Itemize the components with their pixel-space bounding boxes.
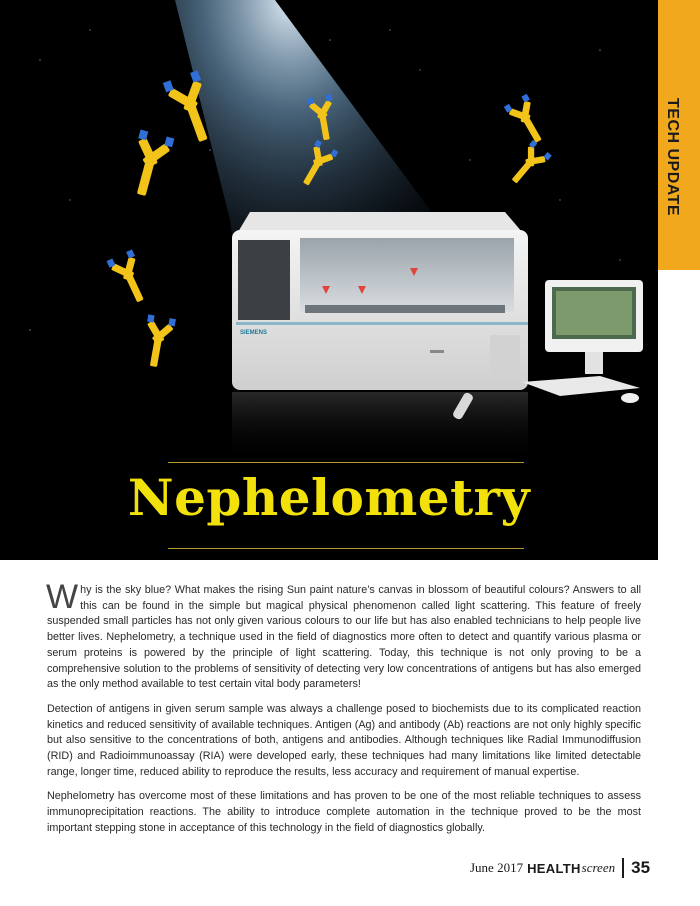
paragraph-3: Nephelometry has overcome most of these limitations and has proven to be one of the most reliable techniques to assess immunoprecipitation reactions. The ability to introduce complete automation in the technique proved to be the most important stepping stone in acceptance of this technology in the field of diagnostics globally. (47, 790, 641, 834)
footer-divider (622, 858, 624, 878)
article-body (46, 578, 641, 846)
paragraph-1 (46, 578, 641, 693)
title-rule-top (168, 462, 524, 463)
page-title: Nephelometry (127, 468, 531, 527)
magazine-brand: HEALTH (527, 860, 581, 876)
drop-cap: W (46, 578, 79, 616)
instrument-brand-label: SIEMENS (240, 330, 268, 336)
magazine-brand-sub: screen (581, 860, 616, 875)
mouse (621, 393, 639, 403)
analyzer-machine (232, 212, 528, 390)
page-footer (470, 858, 650, 878)
page-number: 35 (631, 858, 651, 877)
paragraph-2: Detection of antigens in given serum sample was always a challenge posed to biochemists due to its complicated reaction kinetics and reduced sensitivity of available techniques. Antigen (Ag) and antibody (Ab) reactions are not only highly specific but also sensitive to the concentrations of both, antigens and antibodies. Although techniques like Radial Immunodiffusion (RID) and Radioimmunoassay (RIA) were developed early, these techniques had many limitations like limited detectable range, longer time, reduced ability to reproduce the results, less accuracy and requirement of manual expertise. (47, 702, 641, 778)
section-tab-label: TECH UPDATE (664, 98, 681, 217)
paragraph-1-text: hy is the sky blue? What makes the rising Sun paint nature’s canvas in blossom of beautiful colours? Answers to all this can be found in the simple but magical physical phenomenon called light scattering. This feature of freely suspended small particles has not only given various colours to our life but has also enabled technicians to help people live better lives. Nephelometry, a technique used in the field of diagnostics more often to detect and quantify various plasma or serum proteins is powered by the principle of light scattering. Today, this technique is not only proving to be a comprehensive solution to the problems of sensitivity of detecting very low concentrations of antigens but has also emerged as the only method available to test certain vital body parameters! (47, 584, 641, 691)
section-tab (658, 0, 700, 270)
machine-reflection (232, 392, 528, 462)
issue-date: June 2017 (470, 860, 524, 875)
title-rule-bottom (168, 548, 524, 549)
